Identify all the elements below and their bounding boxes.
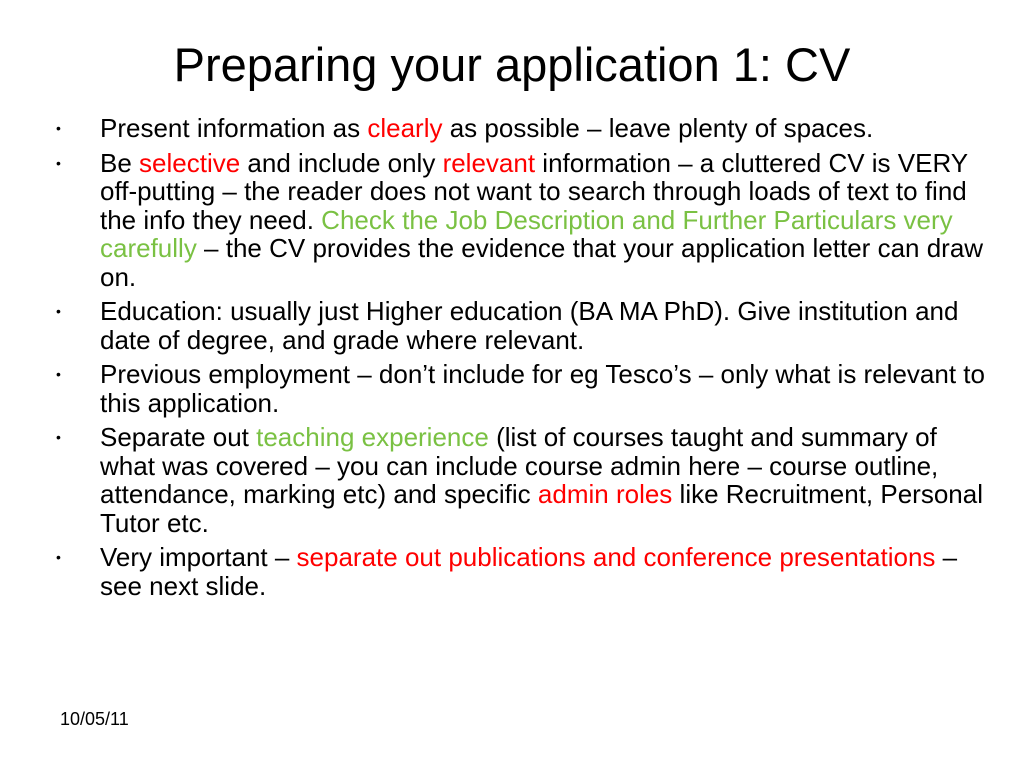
emphasis-red-text: separate out publications and conference presentations: [296, 542, 936, 572]
bullet-text-segment: – the CV provides the evidence that your application letter can draw on.: [100, 233, 984, 292]
emphasis-red-text: clearly: [367, 113, 443, 143]
bullet-text-segment: like Recruitment, Personal Tutor etc.: [100, 479, 983, 538]
bullet-dot-icon: •: [56, 366, 61, 382]
bullet-text-segment: Be: [100, 147, 140, 178]
bullet-text-segment: information – a cluttered CV is VERY off-putting – the reader does not want to search through loads of text to find the info they need.: [100, 147, 968, 235]
emphasis-red-text: admin roles: [537, 479, 673, 509]
bullet-text-segment: Very important –: [100, 542, 297, 572]
bullet-text-segment: Present information as: [100, 113, 368, 143]
emphasis-green-text: Check the Job Description and Further Particulars very carefully: [100, 204, 953, 263]
emphasis-red-text: relevant: [442, 147, 536, 178]
bullet-dot-icon: •: [56, 303, 61, 319]
bullet-list: [56, 114, 996, 606]
bullet-text-segment: – see next slide.: [100, 542, 958, 601]
bullet-item: [56, 297, 996, 354]
bullet-text-segment: as possible – leave plenty of spaces.: [442, 113, 874, 143]
emphasis-red-text: selective: [139, 147, 241, 178]
bullet-text-segment: Previous employment – don’t include for eg Tesco’s – only what is relevant to this application.: [100, 359, 985, 418]
bullet-item: [56, 360, 996, 417]
bullet-dot-icon: •: [56, 120, 61, 136]
slide-title: Preparing your application 1: CV: [173, 38, 851, 91]
bullet-text-segment: and include only: [240, 147, 443, 178]
bullet-text-segment: (list of courses taught and summary of what was covered – you can include course admin here – course outline, attendance, marking etc) and specific: [100, 422, 939, 509]
bullet-item: [56, 149, 996, 292]
bullet-dot-icon: •: [56, 549, 61, 565]
bullet-dot-icon: •: [56, 429, 61, 445]
bullet-item: [56, 423, 996, 537]
slide-date: 10/05/11: [60, 709, 129, 729]
emphasis-green-text: teaching experience: [256, 422, 489, 452]
bullet-text-segment: Education: usually just Higher education (BA MA PhD). Give institution and date of degree, and grade where relevant.: [100, 296, 959, 355]
bullet-item: [56, 114, 996, 143]
bullet-item: [56, 543, 996, 600]
bullet-dot-icon: •: [56, 154, 61, 171]
bullet-text-segment: Separate out: [100, 422, 257, 452]
